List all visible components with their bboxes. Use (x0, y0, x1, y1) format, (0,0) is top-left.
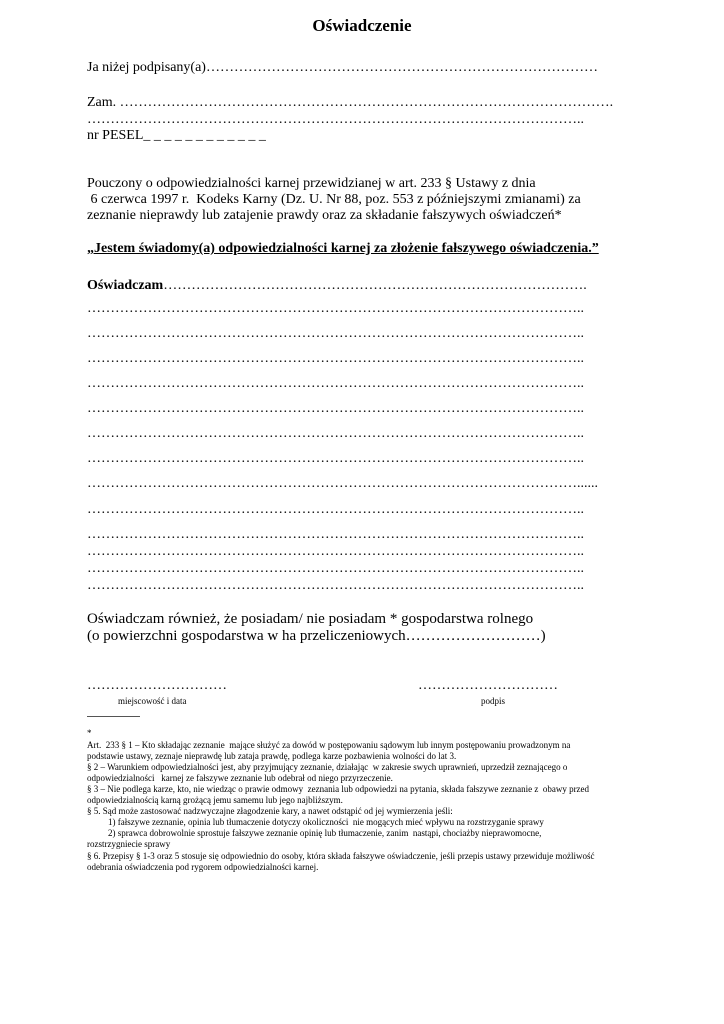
footnote-line: § 2 – Warunkiem odpowiedzialności jest, aby przyjmujący zeznanie, działając w zakresie swych uprawnień, uprzedził zeznającego o (87, 762, 568, 772)
address-field-line-1: Zam. ……………………………………………………………………………………………. (87, 95, 614, 110)
declaration-line: …………………………………………………………………………………………….. (87, 301, 584, 316)
address-field-line-2: …………………………………………………………………………………………….. (87, 112, 584, 127)
notice-line: 6 czerwca 1997 r. Kodeks Karny (Dz. U. Nr 88, poz. 553 z późniejszymi zmianami) za (87, 192, 581, 207)
footnote-line: podstawie ustawy, zeznaje nieprawdę lub zataja prawdę, podlega karze pozbawienia wolności do lat 3. (87, 751, 457, 761)
declaration-label-dots: ………………………………………………………………………………. (163, 278, 587, 293)
place-date-label: miejscowość i data (118, 696, 187, 706)
declaration-line: …………………………………………………………………………………………….. (87, 578, 584, 593)
farm-area-line: (o powierzchni gospodarstwa w ha przeliczeniowych………………………) (87, 628, 546, 644)
signature-label: podpis (481, 696, 506, 706)
footnote-line: 2) sprawca dobrowolnie sprostuje fałszywe zeznanie opinię lub tłumaczenie, zanim nastąpi, chociażby nieprawomocne, (108, 828, 542, 838)
footnote-line: Art. 233 § 1 – Kto składając zeznanie mające służyć za dowód w postępowaniu sądowym lub innym postępowaniu prowadzonym na (87, 740, 571, 750)
declaration-line: …………………………………………………………………………………………….. (87, 561, 584, 576)
declaration-label-row (87, 278, 587, 294)
footnote-line: 1) fałszywe zeznanie, opinia lub tłumaczenie dotyczy okoliczności nie mogących mieć wpływu na rozstrzyganie sprawy (108, 817, 544, 827)
footnote-line: § 3 – Nie podlega karze, kto, nie wiedząc o prawie odmowy zeznania lub odpowiedzi na pytania, składa fałszywe zeznanie z obawy przed (87, 784, 590, 794)
pesel-field: nr PESEL_ _ _ _ _ _ _ _ _ _ _ _ (87, 128, 266, 143)
declaration-line: …………………………………………………………………………………………….. (87, 544, 584, 559)
footnote-line: rozstrzygniecie sprawy (87, 839, 171, 849)
document-title: Oświadczenie (312, 16, 412, 35)
footnote-divider (87, 716, 140, 717)
footnote-line: odpowiedzialności karnej ze fałszywe zeznanie lub odebrał od niego przyrzeczenie. (87, 773, 393, 783)
footnote-marker: * (87, 728, 92, 738)
footnote-line: odebrania oświadczenia pod rygorem odpowiedzialności karnej. (87, 862, 319, 872)
footnote-line: odpowiedzialnością karną grożącą jemu samemu lub jego najbliższym. (87, 795, 343, 805)
declaration-label: Oświadczam (87, 278, 164, 293)
notice-line: zeznanie nieprawdy lub zatajenie prawdy oraz za składanie fałszywych oświadczeń* (87, 208, 562, 223)
footnote-line: § 6. Przepisy § 1-3 oraz 5 stosuje się odpowiednio do osoby, która składa fałszywe oświadczenie, jeśli przepis ustawy przewiduje możliwość (87, 851, 595, 861)
declaration-line: …………………………………………………………………………………………….. (87, 502, 584, 517)
declaration-line: ……………………………………………………………………………………………...... (87, 476, 598, 491)
awareness-statement: „Jestem świadomy(a) odpowiedzialności karnej za złożenie fałszywego oświadczenia.” (87, 241, 599, 256)
signature-dots: ………………………… (418, 678, 558, 693)
declaration-line: …………………………………………………………………………………………….. (87, 527, 584, 542)
footnote-line: § 5. Sąd może zastosować nadzwyczajne złagodzenie kary, a nawet odstąpić od jej wymierzenia jeśli: (87, 806, 453, 816)
declaration-line: …………………………………………………………………………………………….. (87, 351, 584, 366)
farm-statement-line: Oświadczam również, że posiadam/ nie posiadam * gospodarstwa rolnego (87, 611, 534, 627)
notice-line: Pouczony o odpowiedzialności karnej przewidzianej w art. 233 § Ustawy z dnia (87, 176, 536, 191)
declaration-line: …………………………………………………………………………………………….. (87, 426, 584, 441)
declaration-line: …………………………………………………………………………………………….. (87, 401, 584, 416)
place-date-dots: ………………………… (87, 678, 227, 693)
declaration-line: …………………………………………………………………………………………….. (87, 451, 584, 466)
declaration-line: …………………………………………………………………………………………….. (87, 376, 584, 391)
signer-name-field: Ja niżej podpisany(a)………………………………………………………………………… (87, 60, 598, 75)
declaration-line: …………………………………………………………………………………………….. (87, 326, 584, 341)
